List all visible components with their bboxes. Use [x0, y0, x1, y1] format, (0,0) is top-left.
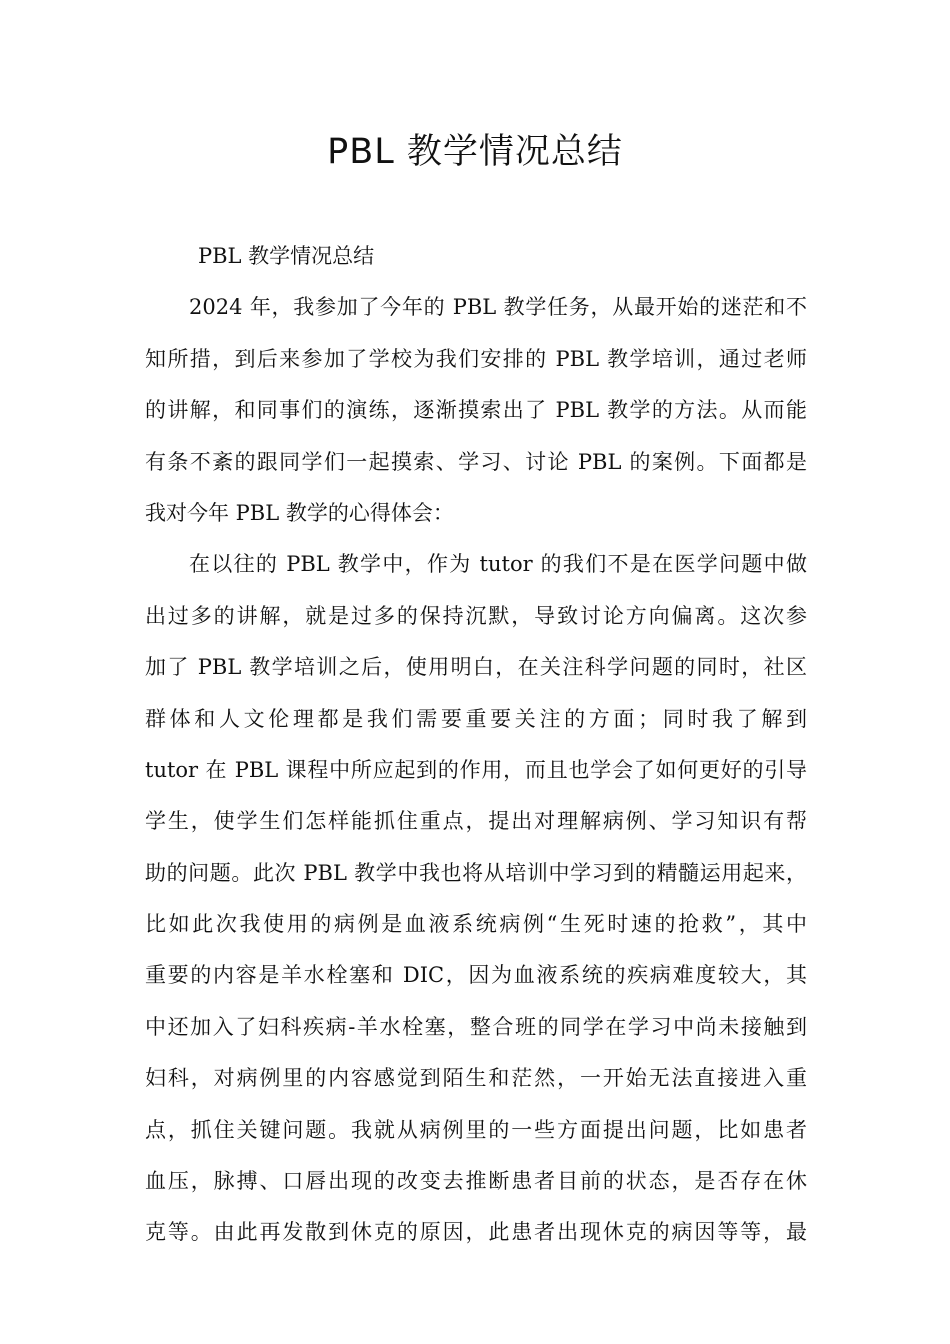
paragraph-2-line: tutor 在 PBL 课程中所应起到的作用，而且也学会了如何更好的引导 — [145, 757, 807, 782]
paragraph-2-line: 血压，脉搏、口唇出现的改变去推断患者目前的状态，是否存在休 — [145, 1169, 807, 1194]
section-subheading: PBL 教学情况总结 — [198, 244, 375, 268]
paragraph-2-line: 加了 PBL 教学培训之后，使用明白，在关注科学问题的同时，社区 — [145, 655, 807, 680]
paragraph-1-line: 有条不紊的跟同学们一起摸索、学习、讨论 PBL 的案例。下面都是 — [145, 449, 807, 474]
paragraph-2-line: 学生，使学生们怎样能抓住重点，提出对理解病例、学习知识有帮 — [145, 809, 807, 834]
paragraph-2-line: 中还加入了妇科疾病-羊水栓塞，整合班的同学在学习中尚未接触到 — [145, 1014, 807, 1039]
paragraph-2-line: 克等。由此再发散到休克的原因，此患者出现休克的病因等等，最 — [145, 1220, 807, 1245]
document-body — [145, 231, 807, 1259]
paragraph-2-line: 在以往的 PBL 教学中，作为 tutor 的我们不是在医学问题中做 — [189, 552, 807, 577]
paragraph-2-line: 重要的内容是羊水栓塞和 DIC，因为血液系统的疾病难度较大，其 — [145, 963, 807, 988]
paragraph-2-line: 出过多的讲解，就是过多的保持沉默，导致讨论方向偏离。这次参 — [145, 603, 807, 628]
paragraph-2-line: 比如此次我使用的病例是血液系统病例“生死时速的抢救”，其中 — [145, 912, 807, 937]
paragraph-1-line: 2024 年，我参加了今年的 PBL 教学任务，从最开始的迷茫和不 — [189, 295, 807, 320]
paragraph-2-line: 群体和人文伦理都是我们需要重要关注的方面；同时我了解到 — [145, 706, 807, 731]
document-title: PBL 教学情况总结 — [327, 132, 623, 172]
paragraph-2-line: 点，抓住关键问题。我就从病例里的一些方面提出问题，比如患者 — [145, 1117, 807, 1142]
paragraph-1-line: 知所措，到后来参加了学校为我们安排的 PBL 教学培训，通过老师 — [145, 346, 807, 371]
paragraph-1-line: 的讲解，和同事们的演练，逐渐摸索出了 PBL 教学的方法。从而能 — [145, 398, 807, 423]
paragraph-1-line: 我对今年 PBL 教学的心得体会： — [145, 500, 454, 525]
paragraph-2-line: 妇科，对病例里的内容感觉到陌生和茫然，一开始无法直接进入重 — [145, 1066, 807, 1091]
paragraph-2-line: 助的问题。此次 PBL 教学中我也将从培训中学习到的精髓运用起来， — [145, 860, 807, 885]
